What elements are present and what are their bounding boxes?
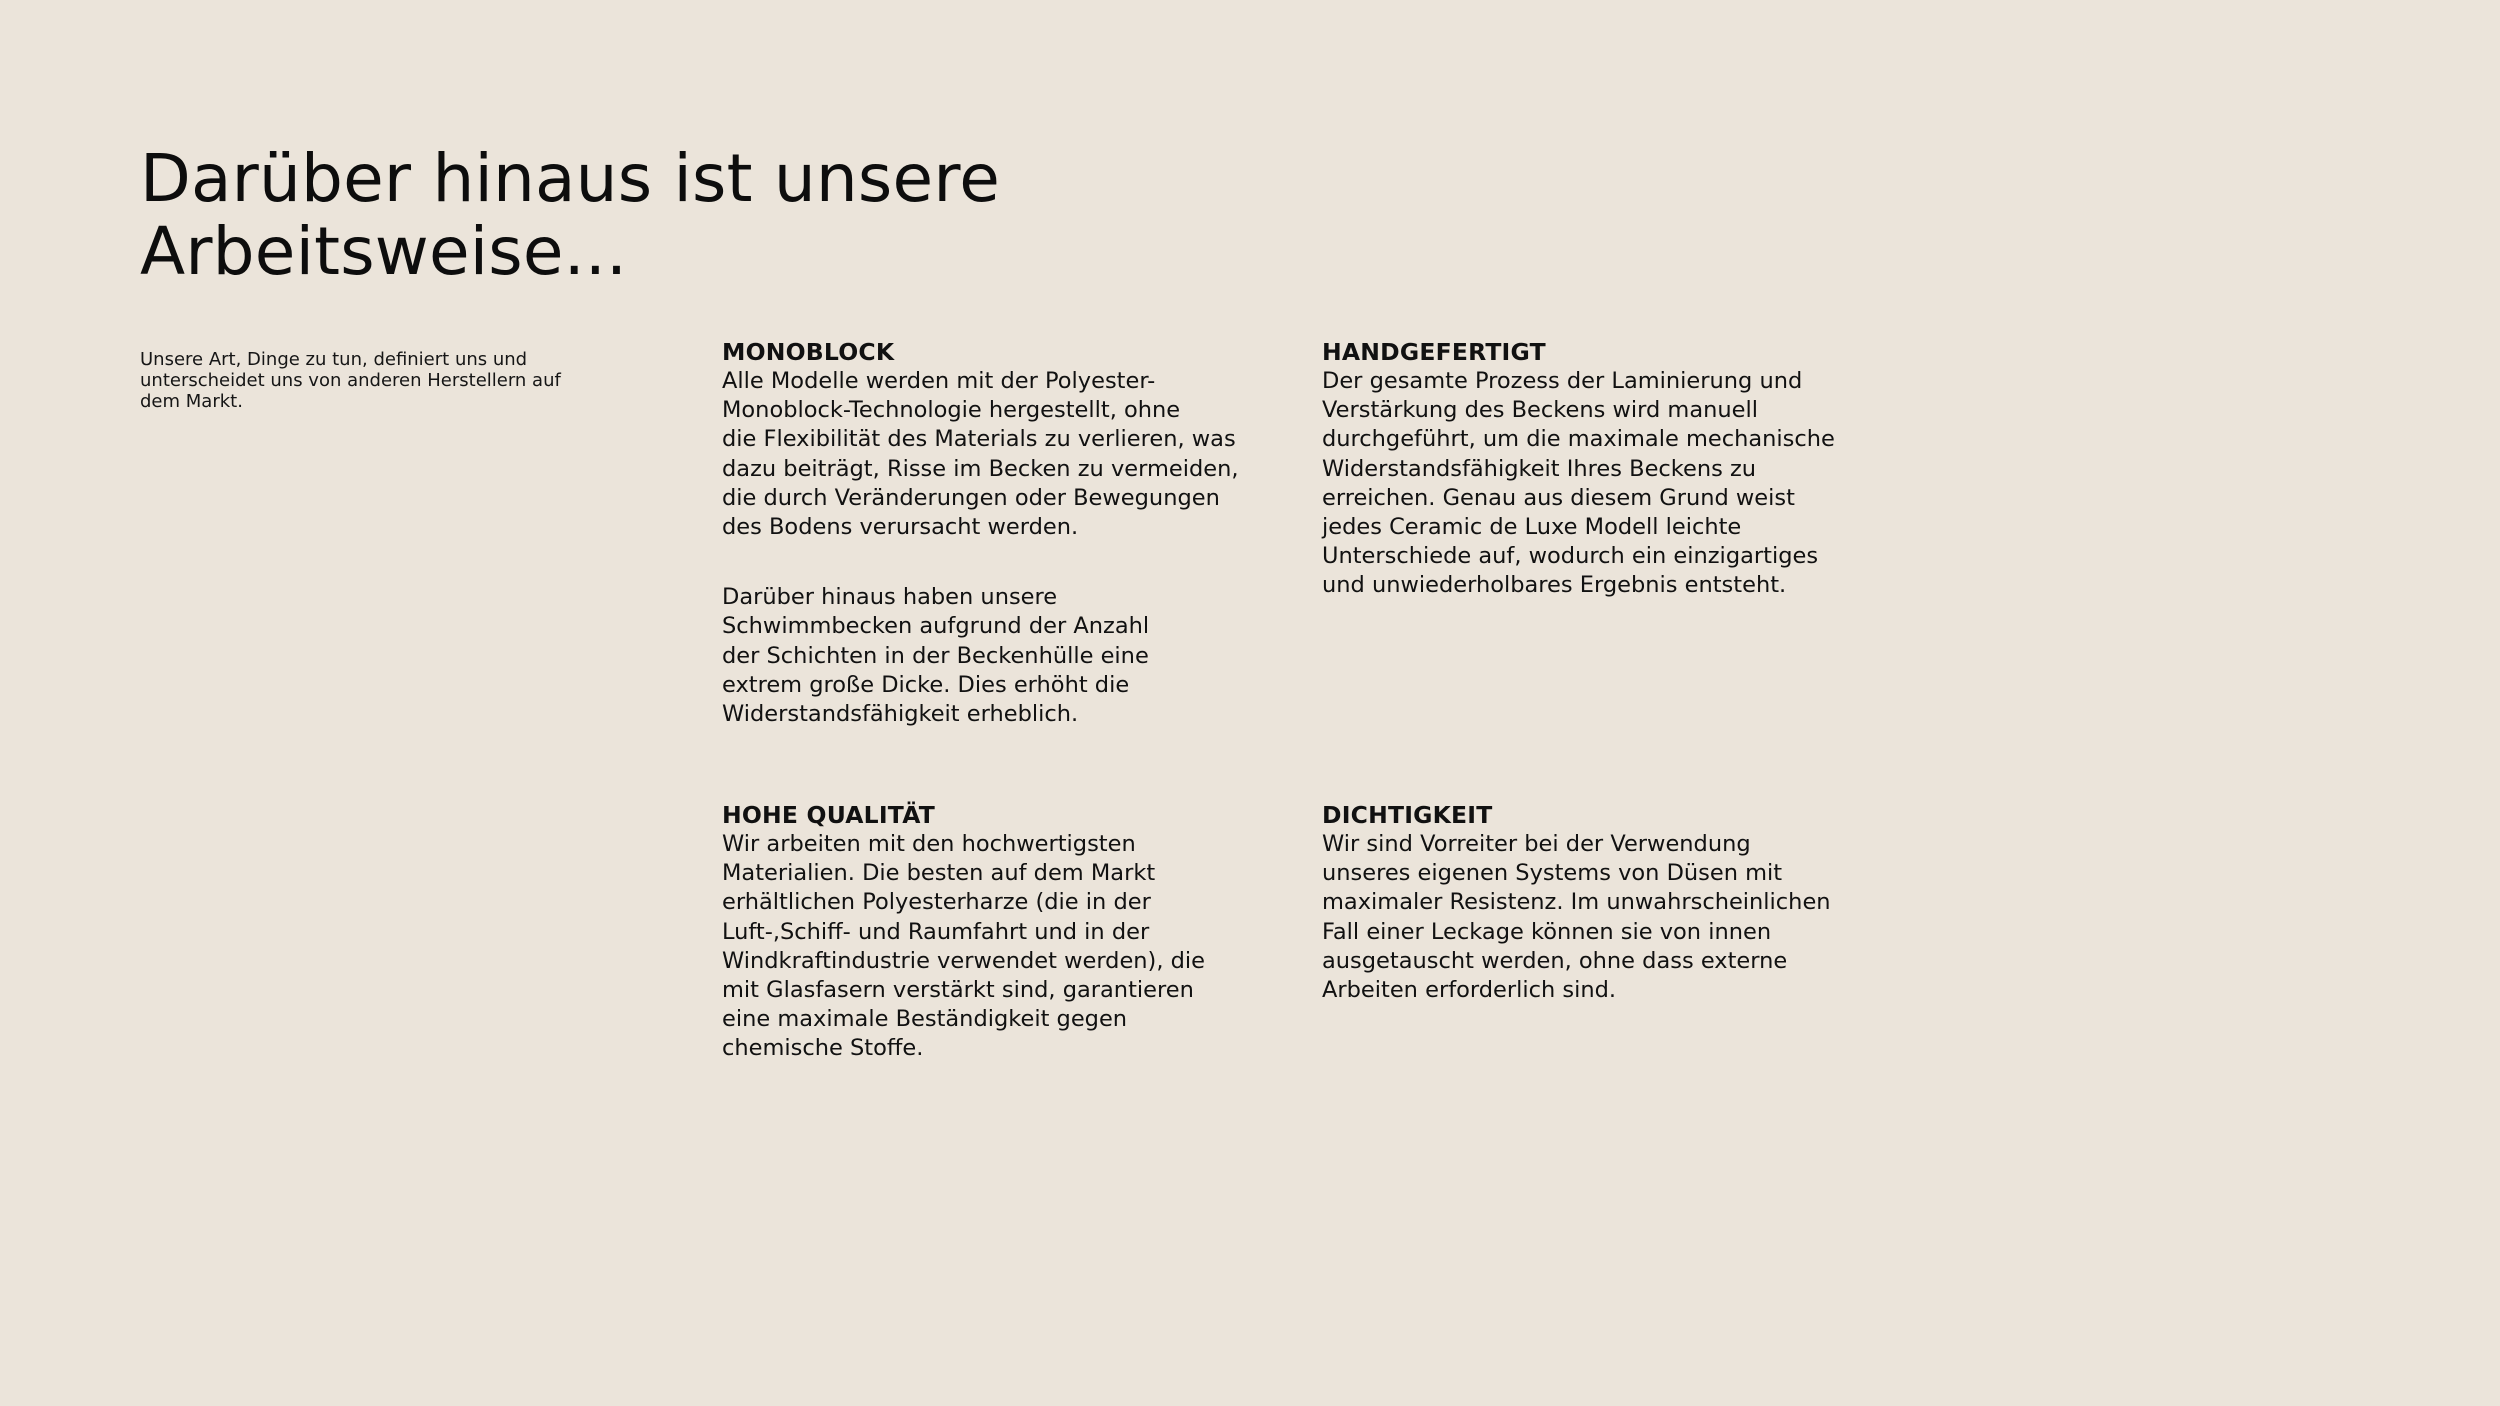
section-paragraph: Der gesamte Prozess der Laminierung und Verstärkung des Beckens wird manuell durchgeführt, um die maximale mechanische Widerstandsfähigkeit Ihres Beckens zu erreichen. Genau aus diesem Grund weist jedes Ceramic de Luxe Modell leichte Unterschiede auf, wodurch ein einzigartiges und unwiederholbares Ergebnis entsteht. [1322, 368, 1835, 599]
section-paragraph: Darüber hinaus haben unsere Schwimmbecken aufgrund der Anzahl der Schichten in der Beckenhülle eine extrem große Dicke. Dies erhöht die Widerstandsfähigkeit erheblich. [722, 584, 1150, 728]
section-hohe-qualitaet [722, 800, 1262, 1064]
section-heading: MONOBLOCK [722, 338, 895, 366]
section-paragraph: Alle Modelle werden mit der Polyester- Monoblock-Technologie hergestellt, ohne die Flexibilität des Materials zu verlieren, was dazu beiträgt, Risse im Becken zu vermeiden, die durch Veränderungen oder Bewegungen des Bodens verursacht werden. [722, 368, 1239, 541]
section-paragraph: Wir arbeiten mit den hochwertigsten Materialien. Die besten auf dem Markt erhältlichen Polyesterharze (die in der Luft-,Schiff- und Raumfahrt und in der Windkraftindustrie verwendet werden), die mit Glasfasern verstärkt sind, garantieren eine maximale Beständigkeit gegen chemische Stoffe. [722, 831, 1206, 1062]
section-dichtigkeit [1322, 800, 1862, 1005]
section-handgefertigt [1322, 337, 1862, 601]
section-paragraph: Wir sind Vorreiter bei der Verwendung unseres eigenen Systems von Düsen mit maximaler Resistenz. Im unwahrscheinlichen Fall einer Leckage können sie von innen ausgetauscht werden, ohne dass externe Arbeiten erforderlich sind. [1322, 831, 1831, 1004]
section-heading: HANDGEFERTIGT [1322, 338, 1546, 366]
section-monoblock [722, 337, 1262, 729]
page-title: Darüber hinaus ist unsere Arbeitsweise... [140, 140, 1001, 290]
section-heading: DICHTIGKEIT [1322, 801, 1493, 829]
intro-text: Unsere Art, Dinge zu tun, definiert uns und unterscheidet uns von anderen Herstellern auf dem Markt. [140, 349, 561, 412]
section-heading: HOHE QUALITÄT [722, 801, 935, 829]
